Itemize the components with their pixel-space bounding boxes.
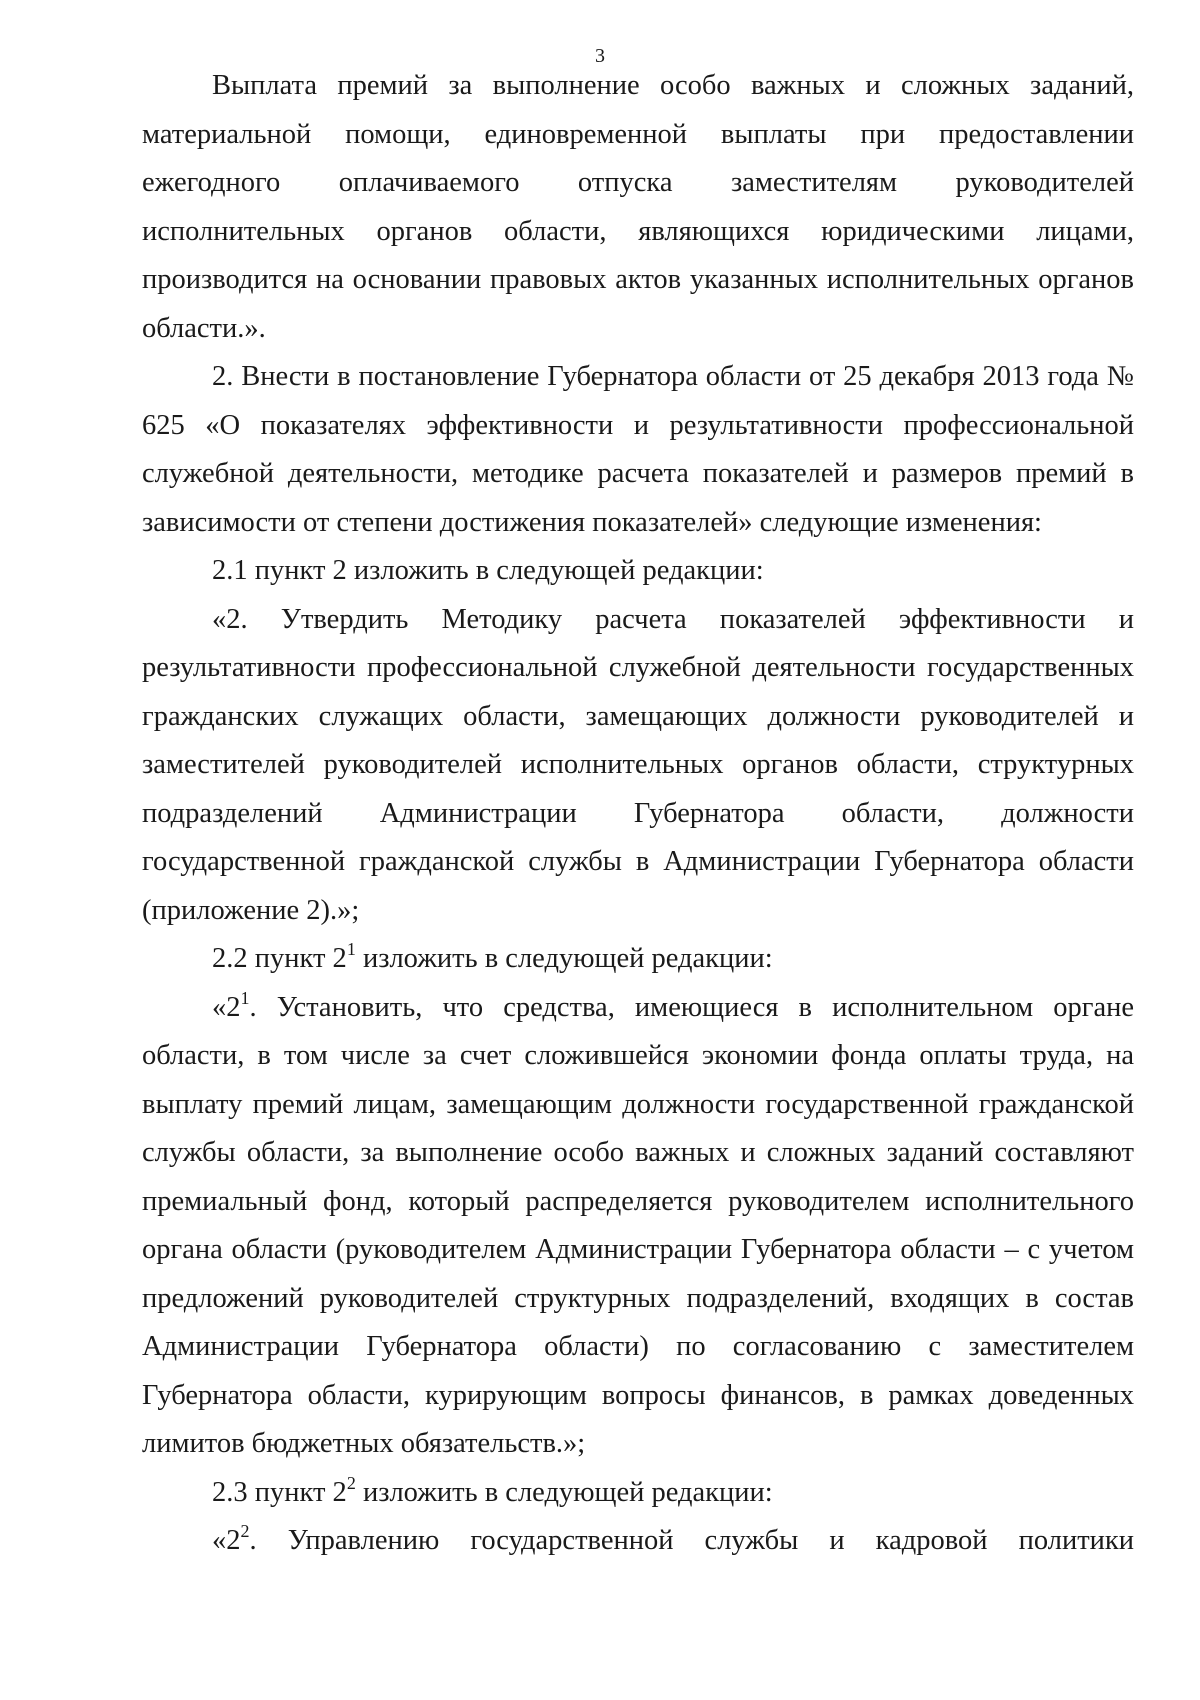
paragraph-bonus-payment: Выплата премий за выполнение особо важных и сложных заданий, материальной помощи, единовременной выплаты при предоставлении ежегодного оплачиваемого отпуска заместителям руководителей исполнительных органов области, являющихся юридическими лицами, производится на основании правовых актов указанных исполнительных органов области.». xyxy=(142,70,1134,344)
page-number: 3 xyxy=(595,45,605,67)
paragraph-item-2-3-superscript: 2 xyxy=(346,1472,356,1493)
paragraph-item-2-3 xyxy=(142,1469,1134,1518)
paragraph-hr-department-suffix: . Управлению государственной службы и кадровой политики xyxy=(249,1525,1134,1556)
paragraph-amend-resolution: 2. Внести в постановление Губернатора области от 25 декабря 2013 года № 625 «О показателях эффективности и результативности профессиональной служебной деятельности, методике расчета показателей и размеров премий в зависимости от степени достижения показателей» следующие изменения: xyxy=(142,361,1134,538)
paragraph-bonus-fund xyxy=(142,984,1134,1469)
paragraph-bonus-fund-superscript: 1 xyxy=(240,987,250,1008)
paragraph-bonus-fund-prefix: «2 xyxy=(212,991,241,1023)
paragraph-item-2-3-prefix: 2.3 пункт 2 xyxy=(212,1476,347,1508)
paragraph-bonus-fund-suffix: . Установить, что средства, имеющиеся в исполнительном органе области, в том числе за счет сложившейся экономии фонда оплаты труда, на выплату премий лицам, замещающим должности государственной гражданской службы области, за выполнение особо важных и сложных заданий составляют премиальный фонд, который распределяется руководителем исполнительного органа области (руководителем Администрации Губернатора области – с учетом предложений руководителей структурных подразделений, входящих в состав Администрации Губернатора области) по согласованию с заместителем Губернатора области, курирующим вопросы финансов, в рамках доведенных лимитов бюджетных обязательств.»; xyxy=(142,991,1134,1459)
paragraph-hr-department-superscript: 2 xyxy=(240,1521,250,1541)
paragraph-item-2-1: 2.1 пункт 2 изложить в следующей редакции: xyxy=(212,555,764,586)
document-body xyxy=(142,62,1134,1566)
paragraph-item-2-2-superscript: 1 xyxy=(346,939,356,959)
paragraph-hr-department-prefix: «2 xyxy=(212,1525,241,1556)
paragraph-approve-methodology: «2. Утвердить Методику расчета показателей эффективности и результативности профессиональной служебной деятельности государственных гражданских служащих области, замещающих должности руководителей и заместителей руководителей исполнительных органов области, структурных подразделений Администрации Губернатора области, должности государственной гражданской службы в Администрации Губернатора области (приложение 2).»; xyxy=(142,603,1134,926)
paragraph-item-2-3-suffix: изложить в следующей редакции: xyxy=(355,1476,773,1508)
paragraph-item-2-2-prefix: 2.2 пункт 2 xyxy=(212,943,347,974)
paragraph-hr-department xyxy=(142,1517,1134,1566)
paragraph-item-2-2-suffix: изложить в следующей редакции: xyxy=(355,943,773,974)
paragraph-item-2-2 xyxy=(142,935,1134,984)
